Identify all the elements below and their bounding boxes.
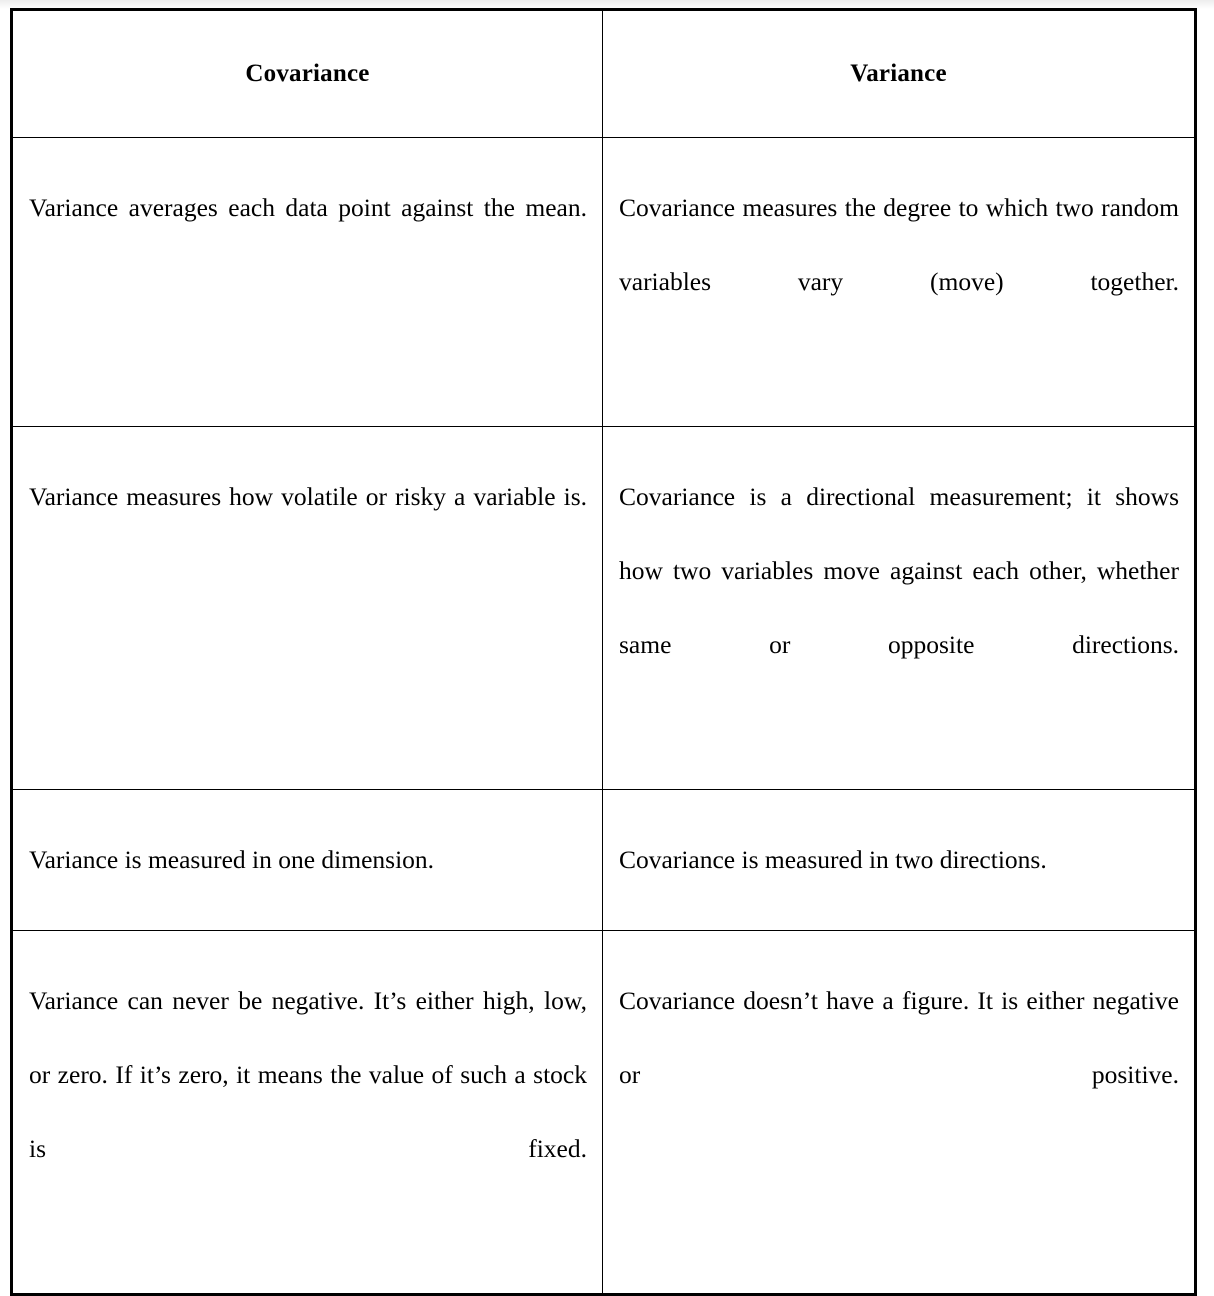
table-row bbox=[12, 790, 1196, 931]
cell-text: Variance can never be negative. It’s either high, low, or zero. If it’s zero, it means the value of such a stock is fixed. bbox=[29, 986, 587, 1163]
cell-row1-col1 bbox=[12, 138, 603, 427]
table-row bbox=[12, 138, 1196, 427]
cell-text: Variance measures how volatile or risky a variable is. bbox=[29, 482, 587, 511]
cell-text: Covariance is measured in two directions. bbox=[619, 845, 1047, 874]
covariance-variance-comparison-table bbox=[10, 8, 1197, 1296]
table-row bbox=[12, 931, 1196, 1295]
cell-row1-col2 bbox=[603, 138, 1196, 427]
cell-text: Covariance doesn’t have a figure. It is either negative or positive. bbox=[619, 986, 1179, 1089]
cell-row4-col1 bbox=[12, 931, 603, 1295]
cell-row2-col1 bbox=[12, 427, 603, 790]
column-header-covariance: Covariance bbox=[12, 10, 603, 138]
cell-row4-col2 bbox=[603, 931, 1196, 1295]
table-header-row bbox=[12, 10, 1196, 138]
cell-text: Covariance is a directional measurement; it shows how two variables move against each other, whether same or opposite directions. bbox=[619, 482, 1179, 659]
comparison-table-container bbox=[10, 8, 1194, 1296]
cell-row2-col2 bbox=[603, 427, 1196, 790]
cell-text: Variance averages each data point against the mean. bbox=[29, 193, 587, 222]
cell-row3-col1 bbox=[12, 790, 603, 931]
cell-row3-col2 bbox=[603, 790, 1196, 931]
column-header-variance: Variance bbox=[603, 10, 1196, 138]
table-body bbox=[12, 138, 1196, 1295]
cell-text: Variance is measured in one dimension. bbox=[29, 845, 435, 874]
table-row bbox=[12, 427, 1196, 790]
table-header bbox=[12, 10, 1196, 138]
cell-text: Covariance measures the degree to which two random variables vary (move) together. bbox=[619, 193, 1179, 296]
